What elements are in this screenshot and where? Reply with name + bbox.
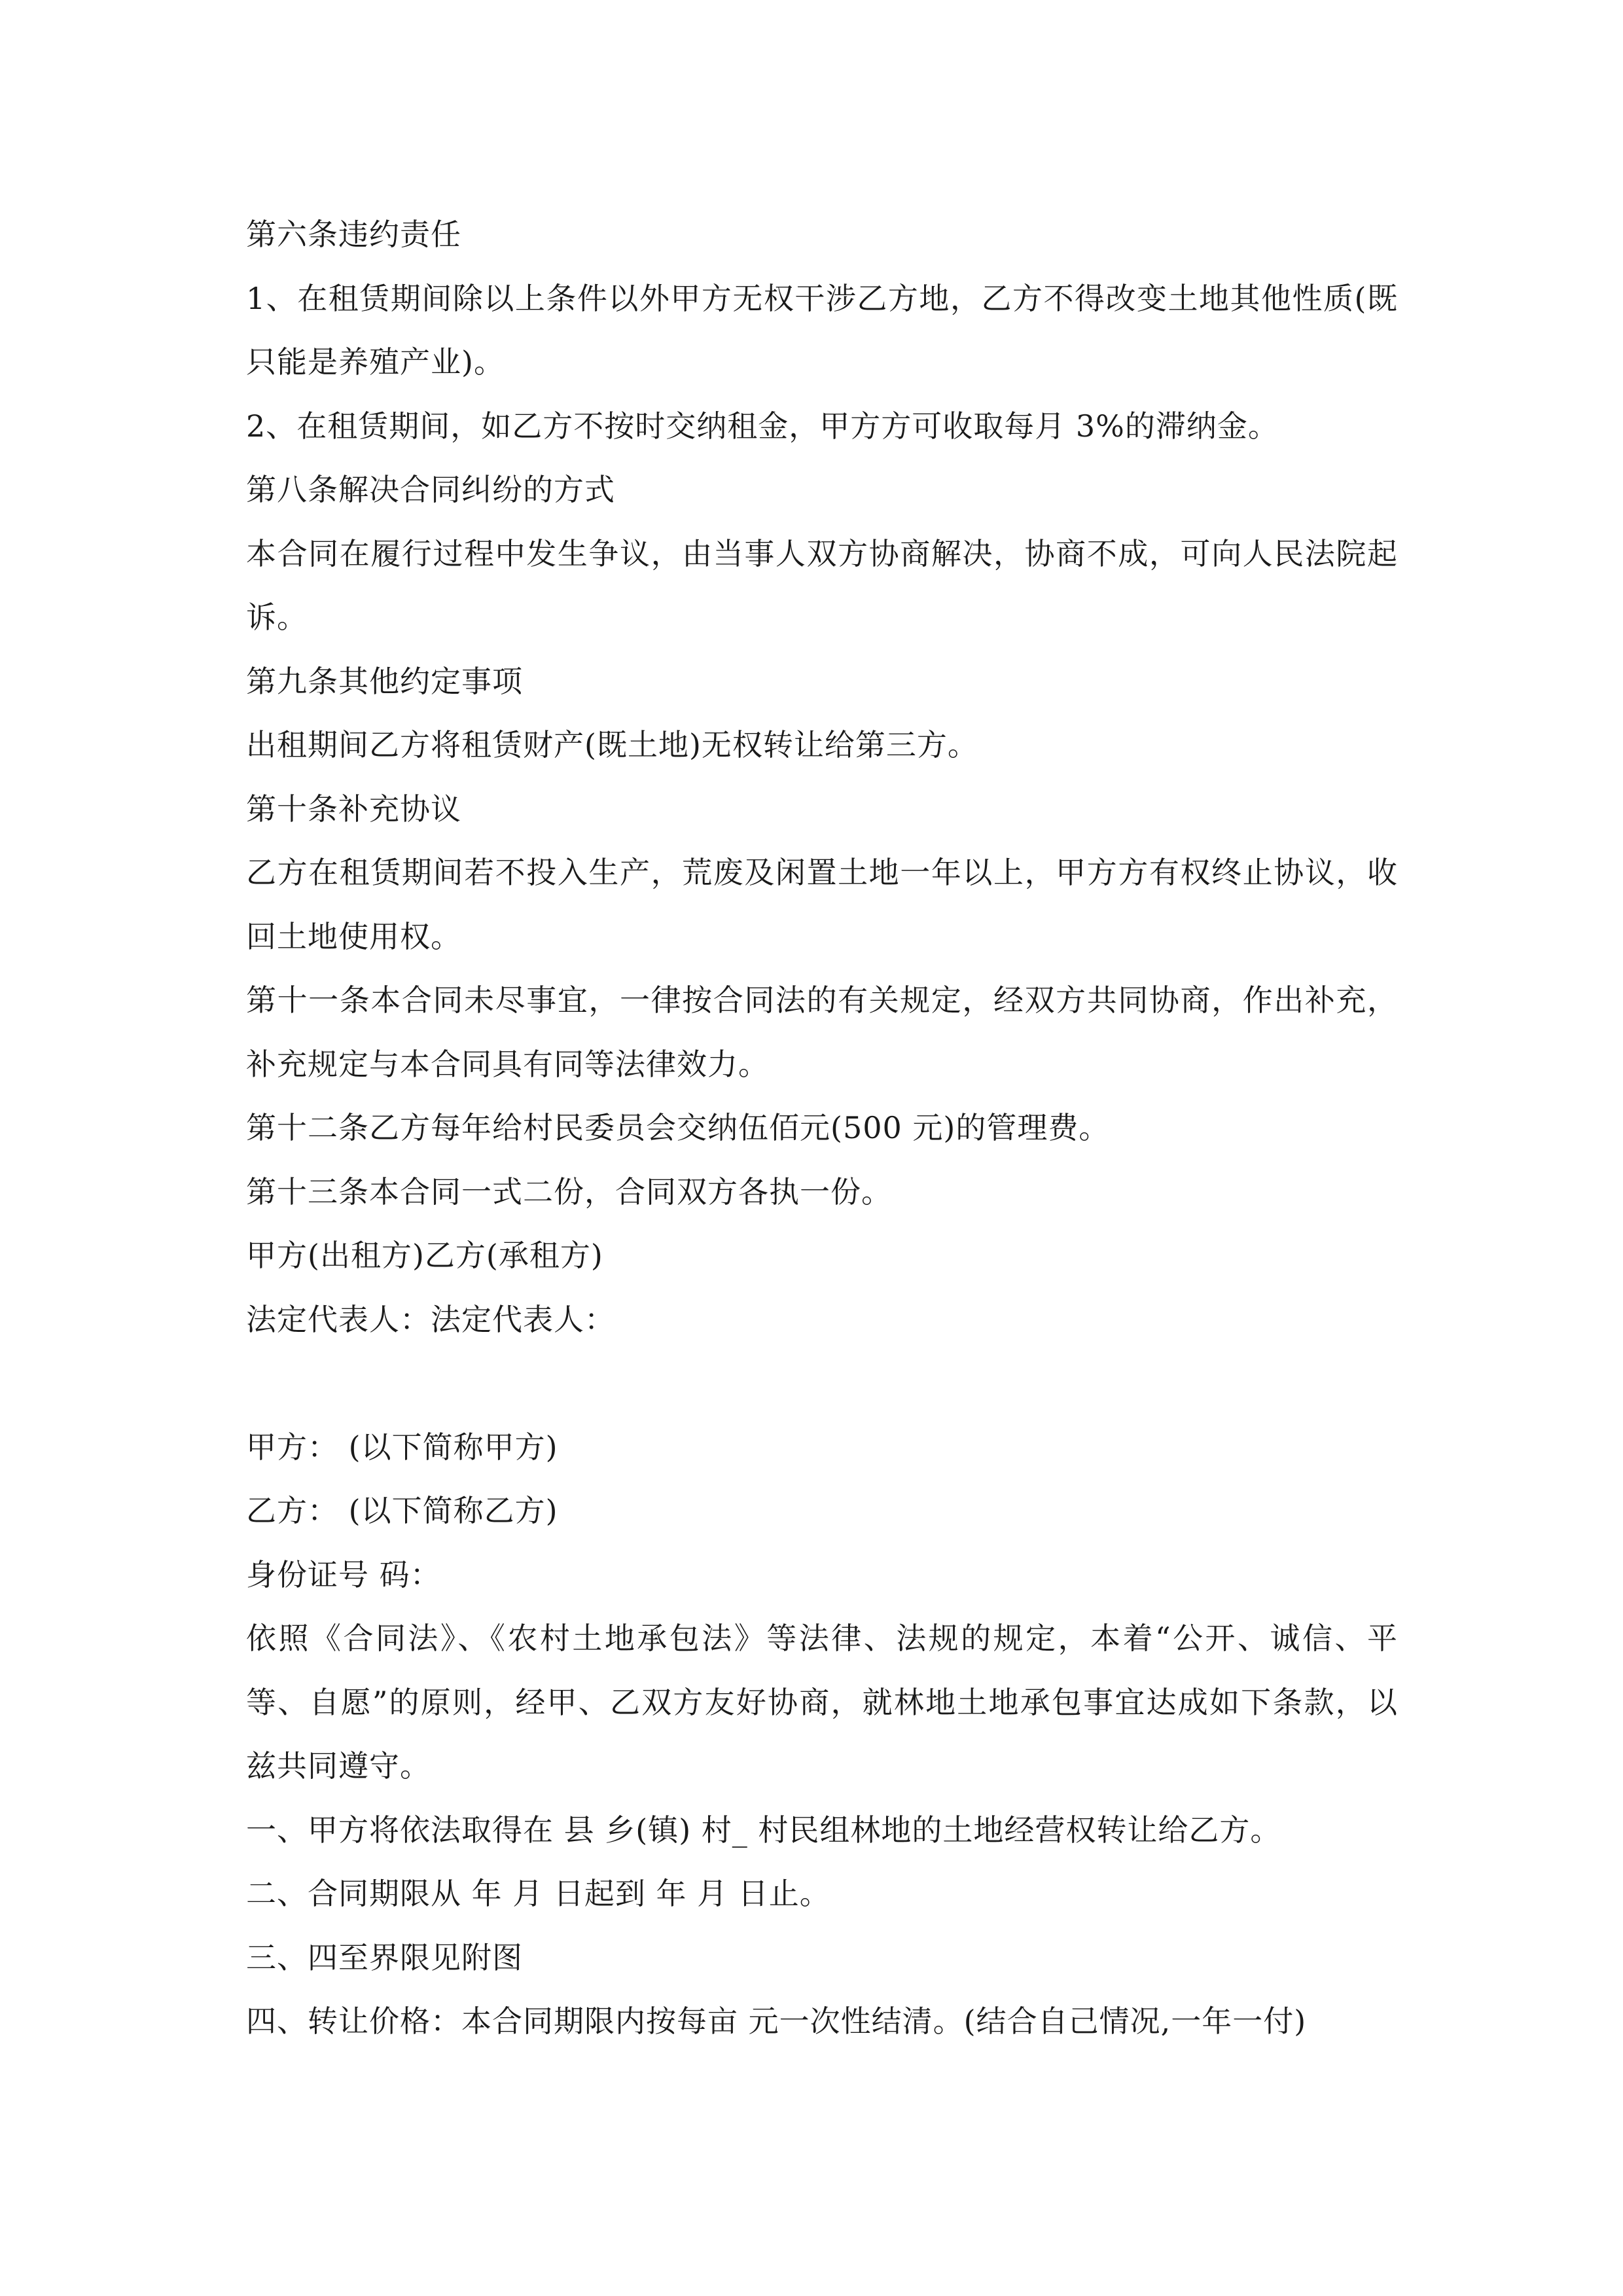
heading-article-6: 第六条违约责任 — [246, 217, 461, 252]
paragraph-article-10: 乙方在租赁期间若不投入生产，荒废及闲置土地一年以上，甲方方有权终止协议，收回土地使用权。 — [246, 855, 1398, 954]
paragraph-article-9: 出租期间乙方将租赁财产(既土地)无权转让给第三方。 — [246, 727, 978, 762]
document-body — [246, 203, 1398, 2054]
clause-1: 一、甲方将依法取得在 县 乡(镇) 村_ 村民组林地的土地经营权转让给乙方。 — [246, 1812, 1281, 1848]
heading-article-9: 第九条其他约定事项 — [246, 663, 523, 699]
paragraph-article-12: 第十二条乙方每年给村民委员会交纳伍佰元(500 元)的管理费。 — [246, 1110, 1110, 1145]
blank-line — [246, 1352, 1398, 1416]
party-a-line: 甲方： (以下简称甲方) — [246, 1429, 558, 1465]
heading-article-8: 第八条解决合同纠纷的方式 — [246, 472, 615, 507]
paragraph-clause-6-2: 2、在租赁期间，如乙方不按时交纳租金，甲方方可收取每月 3%的滞纳金。 — [246, 408, 1279, 444]
party-b-line: 乙方： (以下简称乙方) — [246, 1493, 558, 1528]
legal-representatives-line: 法定代表人：法定代表人： — [246, 1301, 615, 1337]
clause-2: 二、合同期限从 年 月 日起到 年 月 日止。 — [246, 1876, 830, 1911]
preamble-paragraph: 依照《合同法》、《农村土地承包法》等法律、法规的规定，本着“公开、诚信、平等、自愿”的原则，经甲、乙双方友好协商，就林地土地承包事宜达成如下条款，以兹共同遵守。 — [246, 1621, 1398, 1784]
heading-article-10: 第十条补充协议 — [246, 791, 461, 827]
paragraph-article-13: 第十三条本合同一式二份，合同双方各执一份。 — [246, 1174, 892, 1210]
clause-3: 三、四至界限见附图 — [246, 1939, 523, 1975]
paragraph-article-11: 第十一条本合同未尽事宜，一律按合同法的有关规定，经双方共同协商，作出补充，补充规定与本合同具有同等法律效力。 — [246, 982, 1398, 1082]
id-number-line: 身份证号 码： — [246, 1556, 441, 1592]
parties-line: 甲方(出租方)乙方(承租方) — [246, 1238, 603, 1273]
paragraph-clause-6-1: 1、在租赁期间除以上条件以外甲方无权干涉乙方地，乙方不得改变土地其他性质(既只能是养殖产业)。 — [246, 280, 1398, 380]
clause-4: 四、转让价格：本合同期限内按每亩 元一次性结清。(结合自己情况,一年一付) — [246, 2003, 1307, 2039]
paragraph-article-8: 本合同在履行过程中发生争议，由当事人双方协商解决，协商不成，可向人民法院起诉。 — [246, 535, 1398, 635]
